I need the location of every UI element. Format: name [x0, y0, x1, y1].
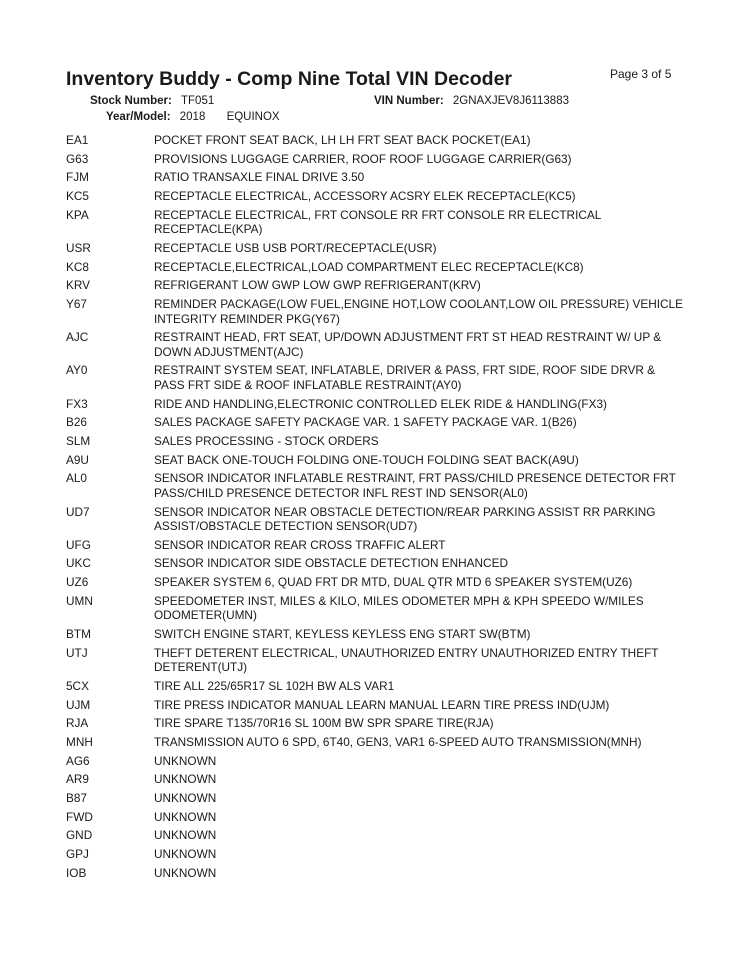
option-code: UJM: [66, 697, 91, 712]
page-title: Inventory Buddy - Comp Nine Total VIN Decoder: [66, 68, 513, 90]
option-description: SEAT BACK ONE-TOUCH FOLDING ONE-TOUCH FOLDING SEAT BACK(A9U): [154, 452, 579, 467]
model-value: EQUINOX: [226, 111, 280, 123]
option-code: AL0: [66, 471, 87, 486]
option-code: KC8: [66, 259, 89, 274]
option-description: RECEPTACLE ELECTRICAL, FRT CONSOLE RR FRT CONSOLE RR ELECTRICAL RECEPTACLE(KPA): [154, 207, 601, 237]
option-code: AY0: [66, 363, 88, 378]
option-description: TIRE ALL 225/65R17 SL 102H BW ALS VAR1: [154, 678, 395, 693]
option-description: UNKNOWN: [154, 790, 217, 805]
option-code: 5CX: [66, 678, 89, 693]
option-row: [66, 397, 686, 412]
option-code: GND: [66, 828, 93, 843]
option-row: [66, 594, 686, 623]
option-code: A9U: [66, 452, 89, 467]
option-description: UNKNOWN: [154, 753, 217, 768]
option-row: [66, 754, 686, 769]
option-description: RECEPTACLE,ELECTRICAL,LOAD COMPARTMENT ELEC RECEPTACLE(KC8): [154, 259, 584, 274]
option-row: [66, 330, 686, 359]
option-code: G63: [66, 151, 89, 166]
option-code: AJC: [66, 330, 89, 345]
option-description: UNKNOWN: [154, 828, 217, 843]
option-row: [66, 828, 686, 843]
option-row: [66, 791, 686, 806]
option-row: [66, 847, 686, 862]
option-row: [66, 363, 686, 392]
option-code: UFG: [66, 537, 91, 552]
option-row: [66, 735, 686, 750]
option-row: [66, 208, 686, 237]
option-code: KRV: [66, 278, 91, 293]
option-row: [66, 152, 686, 167]
option-row: [66, 453, 686, 468]
option-description: REMINDER PACKAGE(LOW FUEL,ENGINE HOT,LOW COOLANT,LOW OIL PRESSURE) VEHICLE INTEGRITY REMINDER PKG(Y67): [154, 297, 683, 326]
option-row: [66, 241, 686, 256]
vin-number-field: [374, 95, 569, 107]
stock-number-value: TF051: [181, 95, 215, 107]
option-description: SENSOR INDICATOR NEAR OBSTACLE DETECTION/REAR PARKING ASSIST RR PARKING ASSIST/OBSTACLE DETECTION SENSOR(UD7): [154, 504, 656, 533]
option-description: UNKNOWN: [154, 847, 217, 861]
option-description: PROVISIONS LUGGAGE CARRIER, ROOF ROOF LUGGAGE CARRIER(G63): [154, 151, 572, 166]
option-code: AR9: [66, 772, 89, 787]
option-description: UNKNOWN: [154, 865, 217, 880]
option-row: [66, 556, 686, 571]
option-row: [66, 260, 686, 275]
page-number: Page 3 of 5: [610, 67, 672, 81]
option-code: EA1: [66, 133, 89, 147]
year-model-field: [106, 111, 280, 123]
option-description: RECEPTACLE ELECTRICAL, ACCESSORY ACSRY ELEK RECEPTACLE(KC5): [154, 189, 576, 204]
option-code: SLM: [66, 433, 91, 448]
option-code: IOB: [66, 865, 87, 880]
option-code: UKC: [66, 556, 91, 571]
option-row: [66, 772, 686, 787]
option-description: RESTRAINT SYSTEM SEAT, INFLATABLE, DRIVER & PASS, FRT SIDE, ROOF SIDE DRVR & PASS FRT SIDE & ROOF INFLATABLE RESTRAINT(AY0): [154, 363, 656, 392]
option-row: [66, 866, 686, 881]
option-description: TIRE PRESS INDICATOR MANUAL LEARN MANUAL LEARN TIRE PRESS IND(UJM): [154, 697, 610, 712]
vin-number-value: 2GNAXJEV8J6113883: [452, 95, 569, 107]
option-description: REFRIGERANT LOW GWP LOW GWP REFRIGERANT(KRV): [154, 278, 481, 293]
option-row: [66, 297, 686, 326]
option-row: [66, 627, 686, 642]
option-code: UTJ: [66, 645, 88, 660]
option-code: GPJ: [66, 847, 89, 861]
option-code: FWD: [66, 809, 93, 824]
option-code: UZ6: [66, 575, 89, 590]
option-code: FJM: [66, 170, 89, 185]
option-description: THEFT DETERENT ELECTRICAL, UNAUTHORIZED ENTRY UNAUTHORIZED ENTRY THEFT DETERENT(UTJ): [154, 645, 659, 675]
option-description: UNKNOWN: [154, 772, 217, 787]
option-description: UNKNOWN: [154, 809, 217, 824]
option-row: [66, 415, 686, 430]
option-code: B87: [66, 790, 87, 805]
stock-number-label: Stock Number:: [90, 95, 172, 107]
option-code: UD7: [66, 504, 90, 519]
option-row: [66, 679, 686, 694]
option-description: RECEPTACLE USB USB PORT/RECEPTACLE(USR): [154, 240, 437, 255]
option-row: [66, 575, 686, 590]
option-row: [66, 471, 686, 500]
option-code: AG6: [66, 753, 90, 768]
stock-number-field: [90, 95, 214, 107]
option-code: USR: [66, 240, 91, 255]
option-description: SENSOR INDICATOR INFLATABLE RESTRAINT, FRT PASS/CHILD PRESENCE DETECTOR FRT PASS/CHILD PRESENCE DETECTOR INFL REST IND SENSOR(AL0): [154, 471, 676, 500]
option-description: SALES PROCESSING - STOCK ORDERS: [154, 433, 379, 448]
option-row: [66, 538, 686, 553]
option-row: [66, 505, 686, 534]
option-row: [66, 133, 686, 148]
option-code: KPA: [66, 207, 89, 222]
option-code: KC5: [66, 189, 89, 204]
option-row: [66, 716, 686, 731]
option-code: Y67: [66, 297, 87, 311]
option-code-list: [66, 133, 686, 884]
option-description: SPEEDOMETER INST, MILES & KILO, MILES ODOMETER MPH & KPH SPEEDO W/MILES ODOMETER(UMN): [154, 593, 644, 623]
year-value: 2018: [179, 111, 206, 123]
option-code: MNH: [66, 734, 93, 749]
option-row: [66, 278, 686, 293]
option-row: [66, 810, 686, 825]
option-description: SWITCH ENGINE START, KEYLESS KEYLESS ENG START SW(BTM): [154, 626, 531, 641]
option-code: B26: [66, 415, 87, 430]
option-code: FX3: [66, 396, 88, 411]
vin-number-label: VIN Number:: [374, 95, 444, 107]
option-description: RESTRAINT HEAD, FRT SEAT, UP/DOWN ADJUSTMENT FRT ST HEAD RESTRAINT W/ UP & DOWN ADJUSTMENT(AJC): [154, 330, 662, 359]
year-model-label: Year/Model:: [106, 111, 171, 123]
option-row: [66, 189, 686, 204]
option-code: UMN: [66, 593, 93, 608]
option-description: RATIO TRANSAXLE FINAL DRIVE 3.50: [154, 170, 365, 185]
option-row: [66, 434, 686, 449]
option-code: RJA: [66, 716, 89, 731]
option-row: [66, 170, 686, 185]
option-description: SPEAKER SYSTEM 6, QUAD FRT DR MTD, DUAL QTR MTD 6 SPEAKER SYSTEM(UZ6): [154, 575, 633, 590]
option-row: [66, 646, 686, 675]
option-description: SALES PACKAGE SAFETY PACKAGE VAR. 1 SAFETY PACKAGE VAR. 1(B26): [154, 415, 577, 430]
option-description: RIDE AND HANDLING,ELECTRONIC CONTROLLED ELEK RIDE & HANDLING(FX3): [154, 396, 607, 411]
option-description: POCKET FRONT SEAT BACK, LH LH FRT SEAT BACK POCKET(EA1): [154, 133, 531, 147]
option-description: TRANSMISSION AUTO 6 SPD, 6T40, GEN3, VAR1 6-SPEED AUTO TRANSMISSION(MNH): [154, 734, 642, 749]
option-description: SENSOR INDICATOR SIDE OBSTACLE DETECTION ENHANCED: [154, 556, 508, 571]
option-row: [66, 698, 686, 713]
option-description: SENSOR INDICATOR REAR CROSS TRAFFIC ALERT: [154, 537, 446, 552]
option-description: TIRE SPARE T135/70R16 SL 100M BW SPR SPARE TIRE(RJA): [154, 716, 494, 731]
option-code: BTM: [66, 626, 91, 641]
